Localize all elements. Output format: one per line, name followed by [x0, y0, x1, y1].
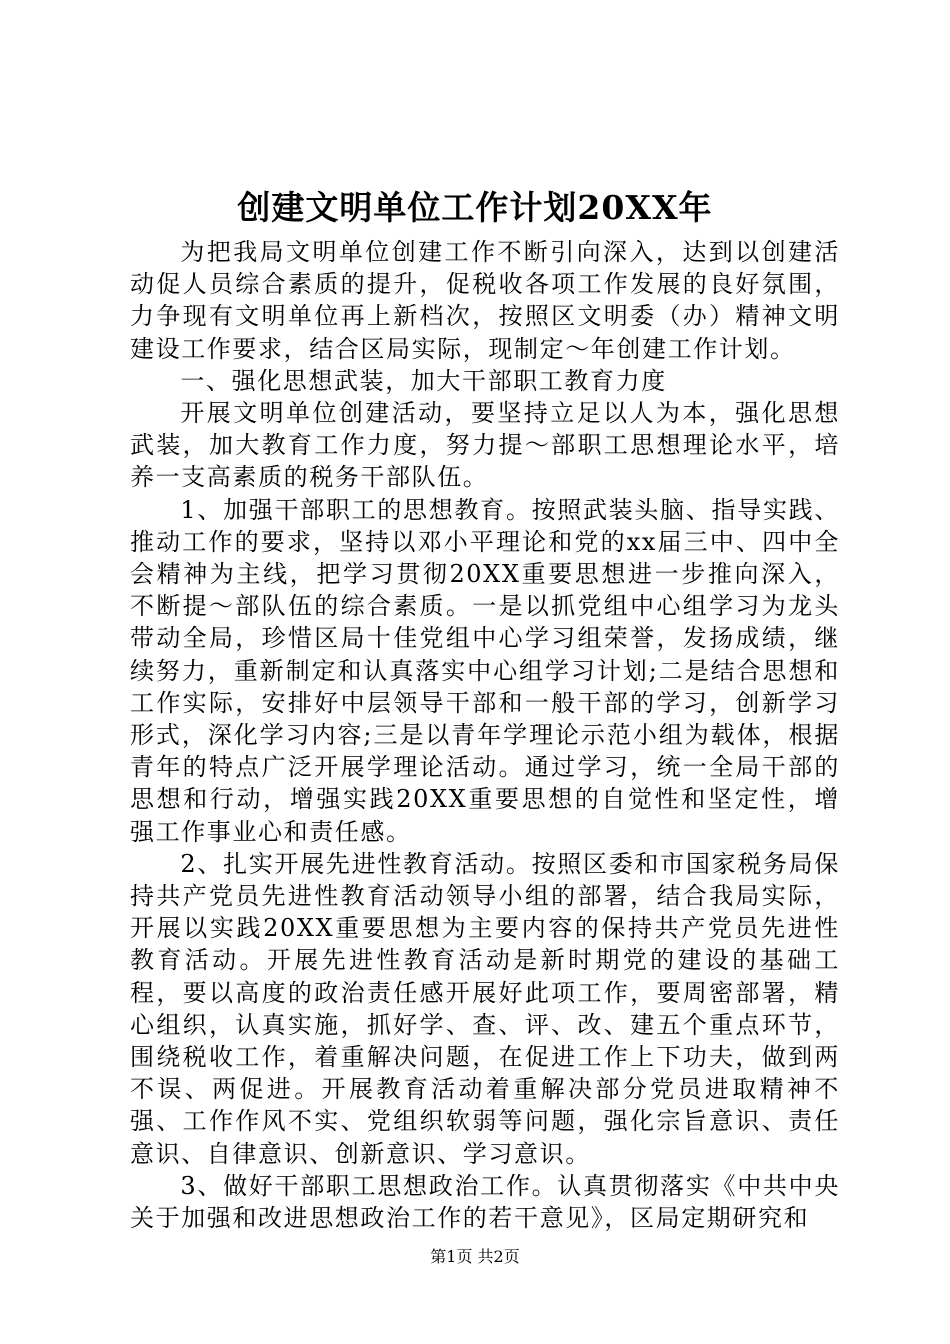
paragraph-section-intro: 开展文明单位创建活动，要坚持立足以人为本，强化思想武装，加大教育工作力度，努力提～部职工思想理论水平，培养一支高素质的税务干部队伍。	[130, 399, 840, 492]
document-body	[130, 236, 840, 1234]
page-footer: 第1页 共2页	[430, 1247, 520, 1266]
paragraph-item-3: 3、做好干部职工思想政治工作。认真贯彻落实《中共中央关于加强和改进思想政治工作的若干意见》，区局定期研究和	[130, 1171, 840, 1233]
paragraph-item-1: 1、加强干部职工的思想教育。按照武装头脑、指导实践、推动工作的要求，坚持以邓小平理论和党的xx届三中、四中全会精神为主线，把学习贯彻20XX重要思想进一步推向深入，不断提～部队伍的综合素质。一是以抓党组中心组学习为龙头带动全局，珍惜区局十佳党组中心学习组荣誉，发扬成绩，继续努力，重新制定和认真落实中心组学习计划;二是结合思想和工作实际，安排好中层领导干部和一般干部的学习，创新学习形式，深化学习内容;三是以青年学理论示范小组为载体，根据青年的特点广泛开展学理论活动。通过学习，统一全局干部的思想和行动，增强实践20XX重要思想的自觉性和坚定性，增强工作事业心和责任感。	[130, 495, 840, 846]
paragraph-item-2: 2、扎实开展先进性教育活动。按照区委和市国家税务局保持共产党员先进性教育活动领导小组的部署，结合我局实际，开展以实践20XX重要思想为主要内容的保持共产党员先进性教育活动。开展先进性教育活动是新时期党的建设的基础工程，要以高度的政治责任感开展好此项工作，要周密部署，精心组织，认真实施，抓好学、查、评、改、建五个重点环节，围绕税收工作，着重解决问题，在促进工作上下功夫，做到两不误、两促进。开展教育活动着重解决部分党员进取精神不强、工作作风不实、党组织软弱等问题，强化宗旨意识、责任意识、自律意识、创新意识、学习意识。	[130, 849, 840, 1168]
paragraph-intro: 为把我局文明单位创建工作不断引向深入，达到以创建活动促人员综合素质的提升，促税收各项工作发展的良好氛围，力争现有文明单位再上新档次，按照区文明委（办）精神文明建设工作要求，结合区局实际，现制定～年创建工作计划。	[130, 238, 840, 363]
section-heading: 一、强化思想武装，加大干部职工教育力度	[180, 366, 667, 395]
document-title: 创建文明单位工作计划20XX年	[237, 188, 713, 227]
